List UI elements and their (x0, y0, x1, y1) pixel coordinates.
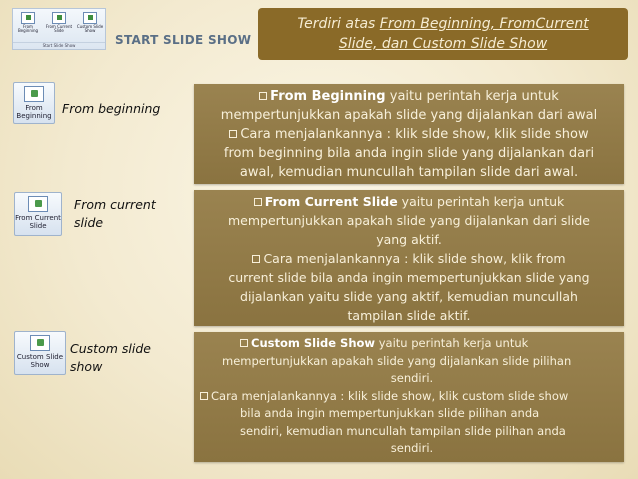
ribbon-button-label: From Current Slide (45, 24, 73, 33)
panel-text: mempertunjukkan apakah slide yang dijalankan dari awal (220, 108, 598, 123)
slideshow-icon (21, 12, 35, 24)
from-beginning-label: From beginning (62, 101, 161, 116)
panel-text: awal, kemudian muncullah tampilan slide dari awal. (239, 165, 579, 180)
panel-text: yang aktif. (376, 232, 442, 247)
from-beginning-panel (194, 84, 624, 184)
checkbox-bullet-icon (240, 339, 248, 347)
ribbon-button-label: From Beginning (17, 24, 39, 33)
panel-text: yaitu perintah kerja untuk (397, 194, 565, 209)
checkbox-bullet-icon (254, 198, 262, 206)
from-beginning-ribbon-button[interactable] (14, 12, 42, 33)
panel-text: from beginning bila anda ingin slide yang dijalankan dari (223, 146, 595, 161)
from-beginning-button[interactable] (13, 82, 55, 124)
panel-text: mempertunjukkan apakah slide yang dijalankan slide pilihan (222, 353, 572, 368)
slideshow-icon (24, 86, 44, 102)
panel-text: Cara menjalankannya : klik slide show, klik from (263, 251, 566, 266)
panel-text: sendiri. (390, 371, 434, 385)
header-prefix: Terdiri atas (297, 16, 380, 32)
label-line: Custom slide (70, 341, 151, 356)
icon-caption: From Beginning (16, 104, 52, 120)
label-line: From current (74, 197, 156, 212)
ribbon-group-label: Start Slide Show (13, 42, 105, 48)
panel-text: yaitu perintah kerja untuk (375, 336, 529, 350)
header-link-2[interactable]: Slide, dan Custom Slide Show (338, 36, 548, 52)
custom-slide-show-panel (194, 332, 624, 462)
panel-text: sendiri. (390, 441, 434, 455)
panel-text: tampilan slide aktif. (347, 308, 471, 323)
slideshow-icon (30, 335, 50, 351)
header-link-1[interactable]: From Beginning, FromCurrent (379, 16, 589, 32)
slideshow-icon (52, 12, 66, 24)
header-box (258, 8, 628, 60)
panel-text: sendiri, kemudian muncullah tampilan slide pilihan anda (240, 423, 566, 438)
label-line: show (70, 359, 103, 374)
custom-slide-show-ribbon-button[interactable] (76, 12, 104, 33)
panel-text: yaitu perintah kerja untuk (385, 89, 559, 104)
panel-text: mempertunjukkan apakah slide yang dijalankan dari slide (228, 213, 590, 228)
custom-slide-show-button[interactable] (14, 331, 66, 375)
from-current-slide-ribbon-button[interactable] (45, 12, 73, 33)
checkbox-bullet-icon (229, 130, 237, 138)
panel-heading: From Beginning (270, 89, 386, 104)
panel-text: dijalankan yaitu slide yang aktif, kemudian muncullah (240, 289, 578, 304)
icon-caption: Custom Slide Show (16, 353, 64, 369)
custom-slide-show-label (70, 340, 151, 376)
checkbox-bullet-icon (252, 255, 260, 263)
checkbox-bullet-icon (259, 92, 267, 100)
panel-text: bila anda ingin mempertunjukkan slide pilihan anda (240, 406, 540, 420)
panel-text: Cara menjalankannya : klik slde show, klik slide show (240, 127, 589, 142)
panel-text: current slide bila anda ingin mempertunjukkan slide yang (228, 270, 590, 285)
slideshow-icon (83, 12, 97, 24)
from-current-slide-button[interactable] (14, 192, 62, 236)
ribbon-thumbnail (12, 8, 106, 50)
panel-heading: From Current Slide (264, 194, 398, 209)
from-current-slide-label (74, 196, 156, 232)
slideshow-icon (28, 196, 48, 212)
checkbox-bullet-icon (200, 392, 208, 400)
section-title: START SLIDE SHOW (115, 33, 252, 47)
panel-text: Cara menjalankannya : klik slide show, klik custom slide show (211, 388, 569, 403)
ribbon-button-label: Custom Slide Show (76, 24, 104, 33)
panel-heading: Custom Slide Show (251, 336, 376, 350)
icon-caption: From Current Slide (15, 214, 61, 230)
from-current-slide-panel (194, 190, 624, 326)
label-line: slide (74, 215, 104, 230)
